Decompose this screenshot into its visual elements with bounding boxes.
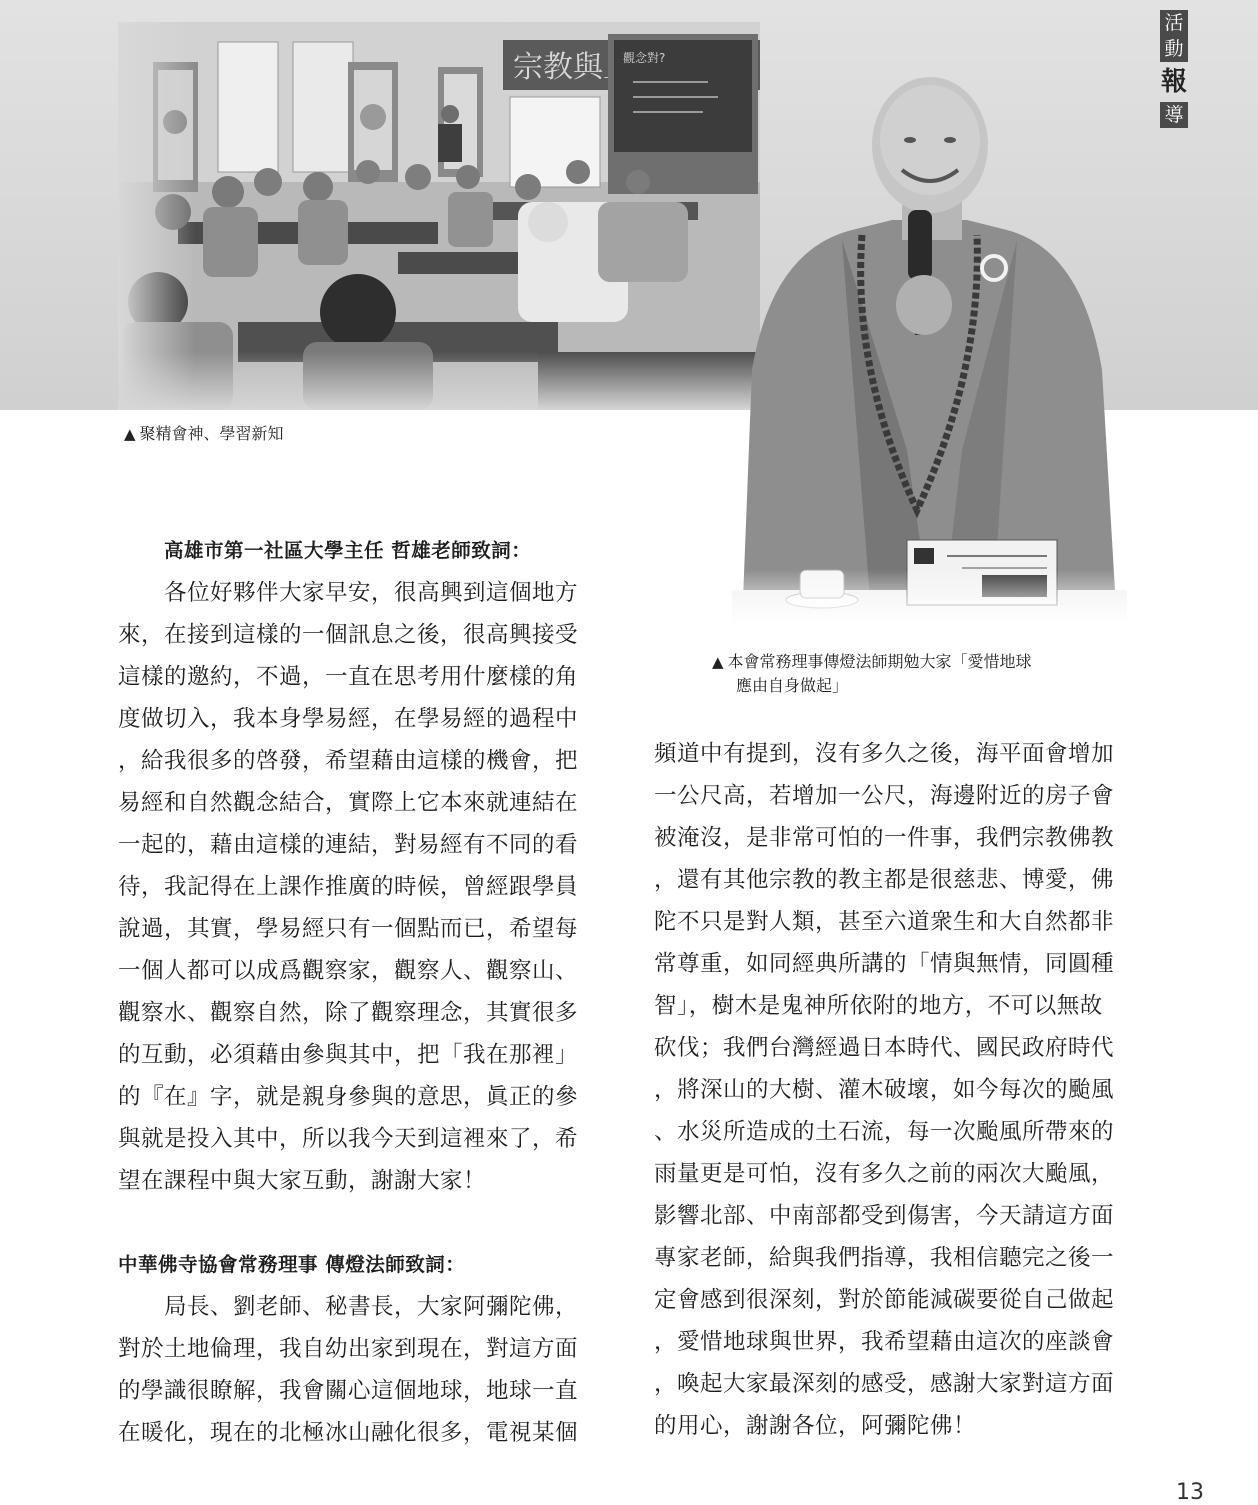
text-line: 各位好夥伴大家早安，很高興到這個地方 — [118, 580, 579, 606]
text-line: 待，我記得在上課作推廣的時候，曾經跟學員 — [118, 874, 579, 900]
caption-text: 本會常務理事傳燈法師期勉大家「愛惜地球 — [727, 652, 1032, 671]
right-text-column — [654, 733, 1134, 1447]
text-line: 定會感到很深刻，對於節能減碳要從自己做起 — [654, 1287, 1115, 1313]
text-line: 說過，其實，學易經只有一個點而已，希望每 — [118, 916, 579, 942]
left-text-column — [118, 530, 593, 1454]
text-line: ，給我很多的啓發，希望藉由這樣的機會，把 — [118, 748, 579, 774]
caption-text: 聚精會神、學習新知 — [139, 424, 284, 443]
text-line: 度做切入，我本身學易經，在學易經的過程中 — [118, 706, 579, 732]
monk-photo-caption — [712, 650, 1132, 698]
text-line: 一起的，藉由這樣的連結，對易經有不同的看 — [118, 832, 579, 858]
text-line: 與就是投入其中，所以我今天到這裡來了，希 — [118, 1126, 579, 1152]
text-line: 被淹沒，是非常可怕的一件事，我們宗教佛教 — [654, 825, 1115, 851]
paragraph-gap — [118, 1202, 593, 1244]
text-line: 易經和自然觀念結合，實際上它本來就連結在 — [118, 790, 579, 816]
text-line: 頻道中有提到，沒有多久之後，海平面會增加 — [654, 741, 1115, 767]
text-line: 的『在』字，就是親身參與的意思，眞正的參 — [118, 1084, 579, 1110]
text-line: 的互動，必須藉由參與其中，把「我在那裡」 — [118, 1042, 579, 1068]
section-tag-char: 導 — [1160, 102, 1188, 128]
page-number: 13 — [1176, 1480, 1204, 1505]
text-line: 的學識很瞭解，我會關心這個地球，地球一直 — [118, 1378, 579, 1404]
text-line: 望在課程中與大家互動，謝謝大家！ — [118, 1168, 487, 1194]
text-line: 的用心，謝謝各位，阿彌陀佛！ — [654, 1413, 977, 1439]
section-tag — [1160, 10, 1188, 128]
text-line: 常尊重，如同經典所講的「情與無情，同圓種 — [654, 951, 1115, 977]
speech2-heading: 中華佛寺協會常務理事 傳燈法師致詞： — [118, 1253, 466, 1276]
speech1-heading: 高雄市第一社區大學主任 哲雄老師致詞： — [164, 539, 532, 562]
caption-triangle-icon: ▲ — [124, 425, 136, 443]
monk-speaker-photo — [732, 70, 1127, 625]
text-line: 一個人都可以成爲觀察家，觀察人、觀察山、 — [118, 958, 579, 984]
section-tag-char: 報 — [1160, 67, 1187, 97]
text-line: 對於土地倫理，我自幼出家到現在，對這方面 — [118, 1336, 579, 1362]
text-line: ，愛惜地球與世界，我希望藉由這次的座談會 — [654, 1329, 1115, 1355]
classroom-photo-caption — [124, 422, 284, 446]
text-line: 、水災所造成的土石流，每一次颱風所帶來的 — [654, 1119, 1115, 1145]
text-line: ，喚起大家最深刻的感受，感謝大家對這方面 — [654, 1371, 1115, 1397]
classroom-photo — [118, 22, 760, 410]
section-tag-char: 活 — [1160, 10, 1188, 36]
text-line: 來，在接到這樣的一個訊息之後，很高興接受 — [118, 622, 579, 648]
text-line: 智」，樹木是鬼神所依附的地方，不可以無故 — [654, 993, 1103, 1019]
text-line: 一公尺高，若增加一公尺，海邊附近的房子會 — [654, 783, 1115, 809]
text-line: 專家老師，給與我們指導，我相信聽完之後一 — [654, 1245, 1115, 1271]
text-line: 觀察水、觀察自然，除了觀察理念，其實很多 — [118, 1000, 579, 1026]
text-line: 砍伐；我們台灣經過日本時代、國民政府時代 — [654, 1035, 1115, 1061]
text-line: ，將深山的大樹、灌木破壞，如今每次的颱風 — [654, 1077, 1115, 1103]
section-tag-char: 動 — [1160, 36, 1188, 62]
caption-triangle-icon: ▲ — [712, 653, 724, 671]
text-line: 影響北部、中南部都受到傷害，今天請這方面 — [654, 1203, 1115, 1229]
text-line: 陀不只是對人類，甚至六道衆生和大自然都非 — [654, 909, 1115, 935]
text-line: 這樣的邀約，不過，一直在思考用什麼樣的角 — [118, 664, 579, 690]
text-line: 在暖化，現在的北極冰山融化很多，電視某個 — [118, 1420, 579, 1446]
text-line: ，還有其他宗教的教主都是很慈悲、博愛，佛 — [654, 867, 1115, 893]
caption-text-line2: 應由自身做起」 — [736, 676, 849, 695]
text-line: 局長、劉老師、秘書長，大家阿彌陀佛， — [118, 1294, 579, 1320]
text-line: 雨量更是可怕，沒有多久之前的兩次大颱風， — [654, 1161, 1115, 1187]
